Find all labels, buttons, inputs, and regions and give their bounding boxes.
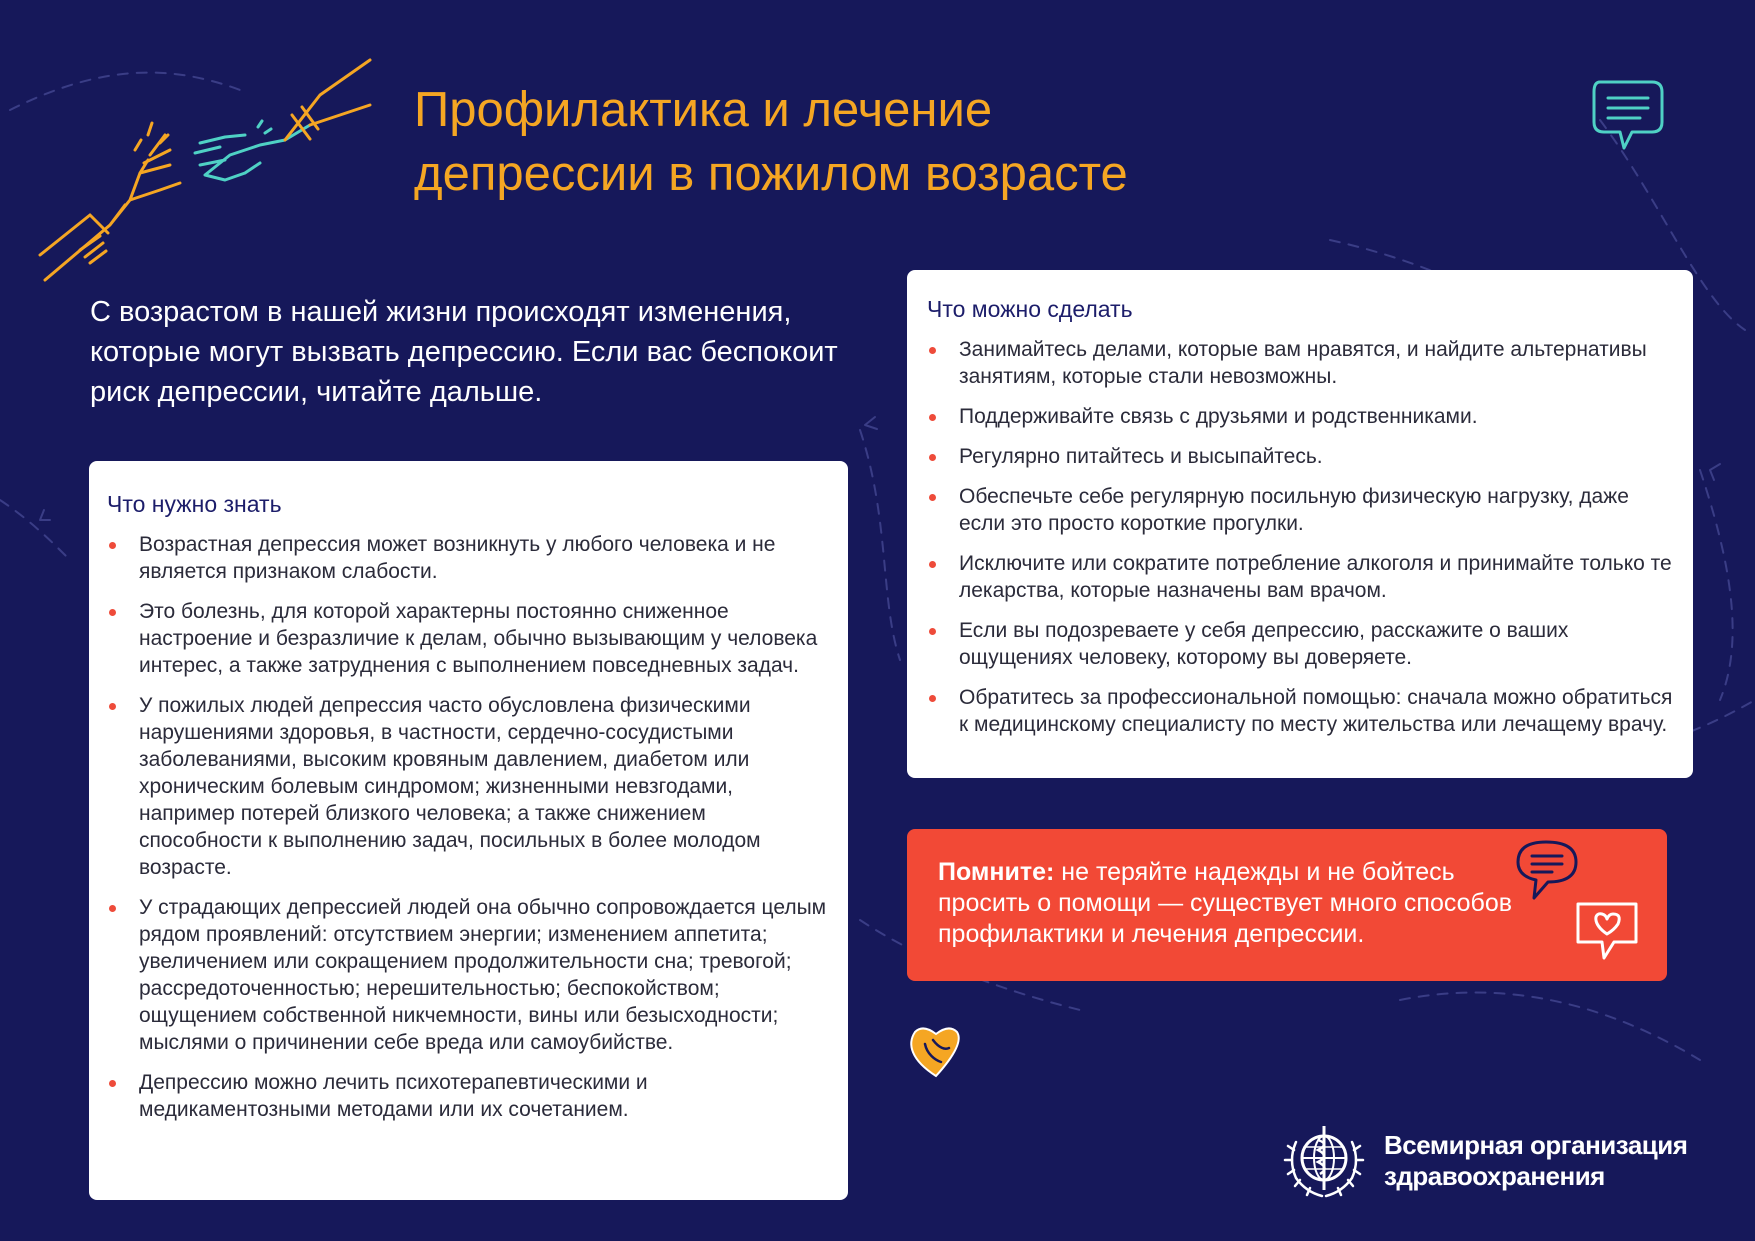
list-item xyxy=(107,1069,834,1123)
intro-text: С возрастом в нашей жизни происходят изменения, которые могут вызвать депрессию. Если вас беспокоит риск депрессии, читайте дальше. xyxy=(90,296,838,408)
list-item xyxy=(927,403,1679,430)
list-item xyxy=(107,692,834,881)
title-line-2: депрессии в пожилом возрасте xyxy=(414,147,1128,201)
bullet-icon xyxy=(929,347,936,354)
list-item xyxy=(107,531,834,585)
chat-bubble-icon xyxy=(1512,836,1582,902)
do-card xyxy=(907,270,1693,778)
who-name xyxy=(1384,1130,1687,1192)
do-list xyxy=(927,336,1679,738)
list-item-text: Если вы подозреваете у себя депрессию, расскажите о ваших ощущениях человеку, которому вы доверяете. xyxy=(959,619,1569,669)
page-title xyxy=(414,78,1314,206)
list-item-text: У пожилых людей депрессия часто обусловлена физическими нарушениями здоровья, в частности, сердечно-сосудистыми заболеваниями, высоким кровяным давлением, диабетом или хроническим болевым синдромом; жизненными невзгодами, например потерей близкого человека; а также снижением способности к выполнению задач, посильных в более молодом возрасте. xyxy=(139,694,761,879)
list-item-text: Регулярно питайтесь и высыпайтесь. xyxy=(959,445,1323,468)
list-item xyxy=(927,336,1679,390)
list-item-text: Обратитесь за профессиональной помощью: сначала можно обратиться к медицинскому специалисту по месту жительства или лечащему врачу. xyxy=(959,686,1673,736)
heart-bubble-icon xyxy=(1572,898,1644,964)
who-emblem-icon xyxy=(1282,1118,1366,1202)
bullet-icon xyxy=(109,609,116,616)
list-item xyxy=(927,443,1679,470)
heart-icon xyxy=(905,1020,967,1082)
remember-text: не теряйте надежды и не бойтесь просить о помощи — существует много способов профилактики и лечения депрессии. xyxy=(938,858,1513,948)
who-name-line-2: здравоохранения xyxy=(1384,1161,1605,1191)
bullet-icon xyxy=(929,454,936,461)
list-item-text: Возрастная депрессия может возникнуть у любого человека и не является признаком слабости. xyxy=(139,533,776,583)
list-item-text: Обеспечьте себе регулярную посильную физическую нагрузку, даже если это просто короткие прогулки. xyxy=(959,485,1629,535)
list-item xyxy=(927,550,1679,604)
list-item xyxy=(927,684,1679,738)
bullet-icon xyxy=(109,703,116,710)
bullet-icon xyxy=(929,494,936,501)
list-item-text: Поддерживайте связь с друзьями и родственниками. xyxy=(959,405,1478,428)
bullet-icon xyxy=(929,561,936,568)
bullet-icon xyxy=(109,905,116,912)
do-heading: Что можно сделать xyxy=(927,296,1133,322)
list-item xyxy=(107,598,834,679)
who-name-line-1: Всемирная организация xyxy=(1384,1130,1688,1160)
bullet-icon xyxy=(929,695,936,702)
know-list xyxy=(107,531,834,1123)
list-item-text: У страдающих депрессией людей она обычно сопровождается целым рядом проявлений: отсутствием энергии; изменением аппетита; увеличением или сокращением продолжительности сна; тревогой; рассредоточенностью; нерешительностью; беспокойством; ощущением собственной никчемности, вины или безысходности; мыслями о причинении себе вреда или самоубийстве. xyxy=(139,896,827,1054)
list-item-text: Занимайтесь делами, которые вам нравятся, и найдите альтернативы занятиям, которые стали невозможны. xyxy=(959,338,1647,388)
bullet-icon xyxy=(109,542,116,549)
list-item xyxy=(927,617,1679,671)
bullet-icon xyxy=(929,414,936,421)
bullet-icon xyxy=(929,628,936,635)
who-logo xyxy=(1282,1118,1702,1202)
hands-illustration xyxy=(30,55,380,285)
know-heading: Что нужно знать xyxy=(107,491,282,517)
remember-label: Помните: xyxy=(938,858,1055,886)
list-item xyxy=(927,483,1679,537)
bullet-icon xyxy=(109,1080,116,1087)
title-line-1: Профилактика и лечение xyxy=(414,83,993,137)
list-item-text: Это болезнь, для которой характерны постоянно сниженное настроение и безразличие к делам, обычно вызывающим у человека интерес, а также затруднения с выполнением повседневных задач. xyxy=(139,600,818,677)
list-item-text: Депрессию можно лечить психотерапевтическими и медикаментозными методами или их сочетанием. xyxy=(139,1071,648,1121)
know-card xyxy=(89,461,848,1200)
speech-bubble-icon xyxy=(1590,78,1666,152)
list-item-text: Исключите или сократите потребление алкоголя и принимайте только те лекарства, которые назначены вам врачом. xyxy=(959,552,1672,602)
list-item xyxy=(107,894,834,1056)
